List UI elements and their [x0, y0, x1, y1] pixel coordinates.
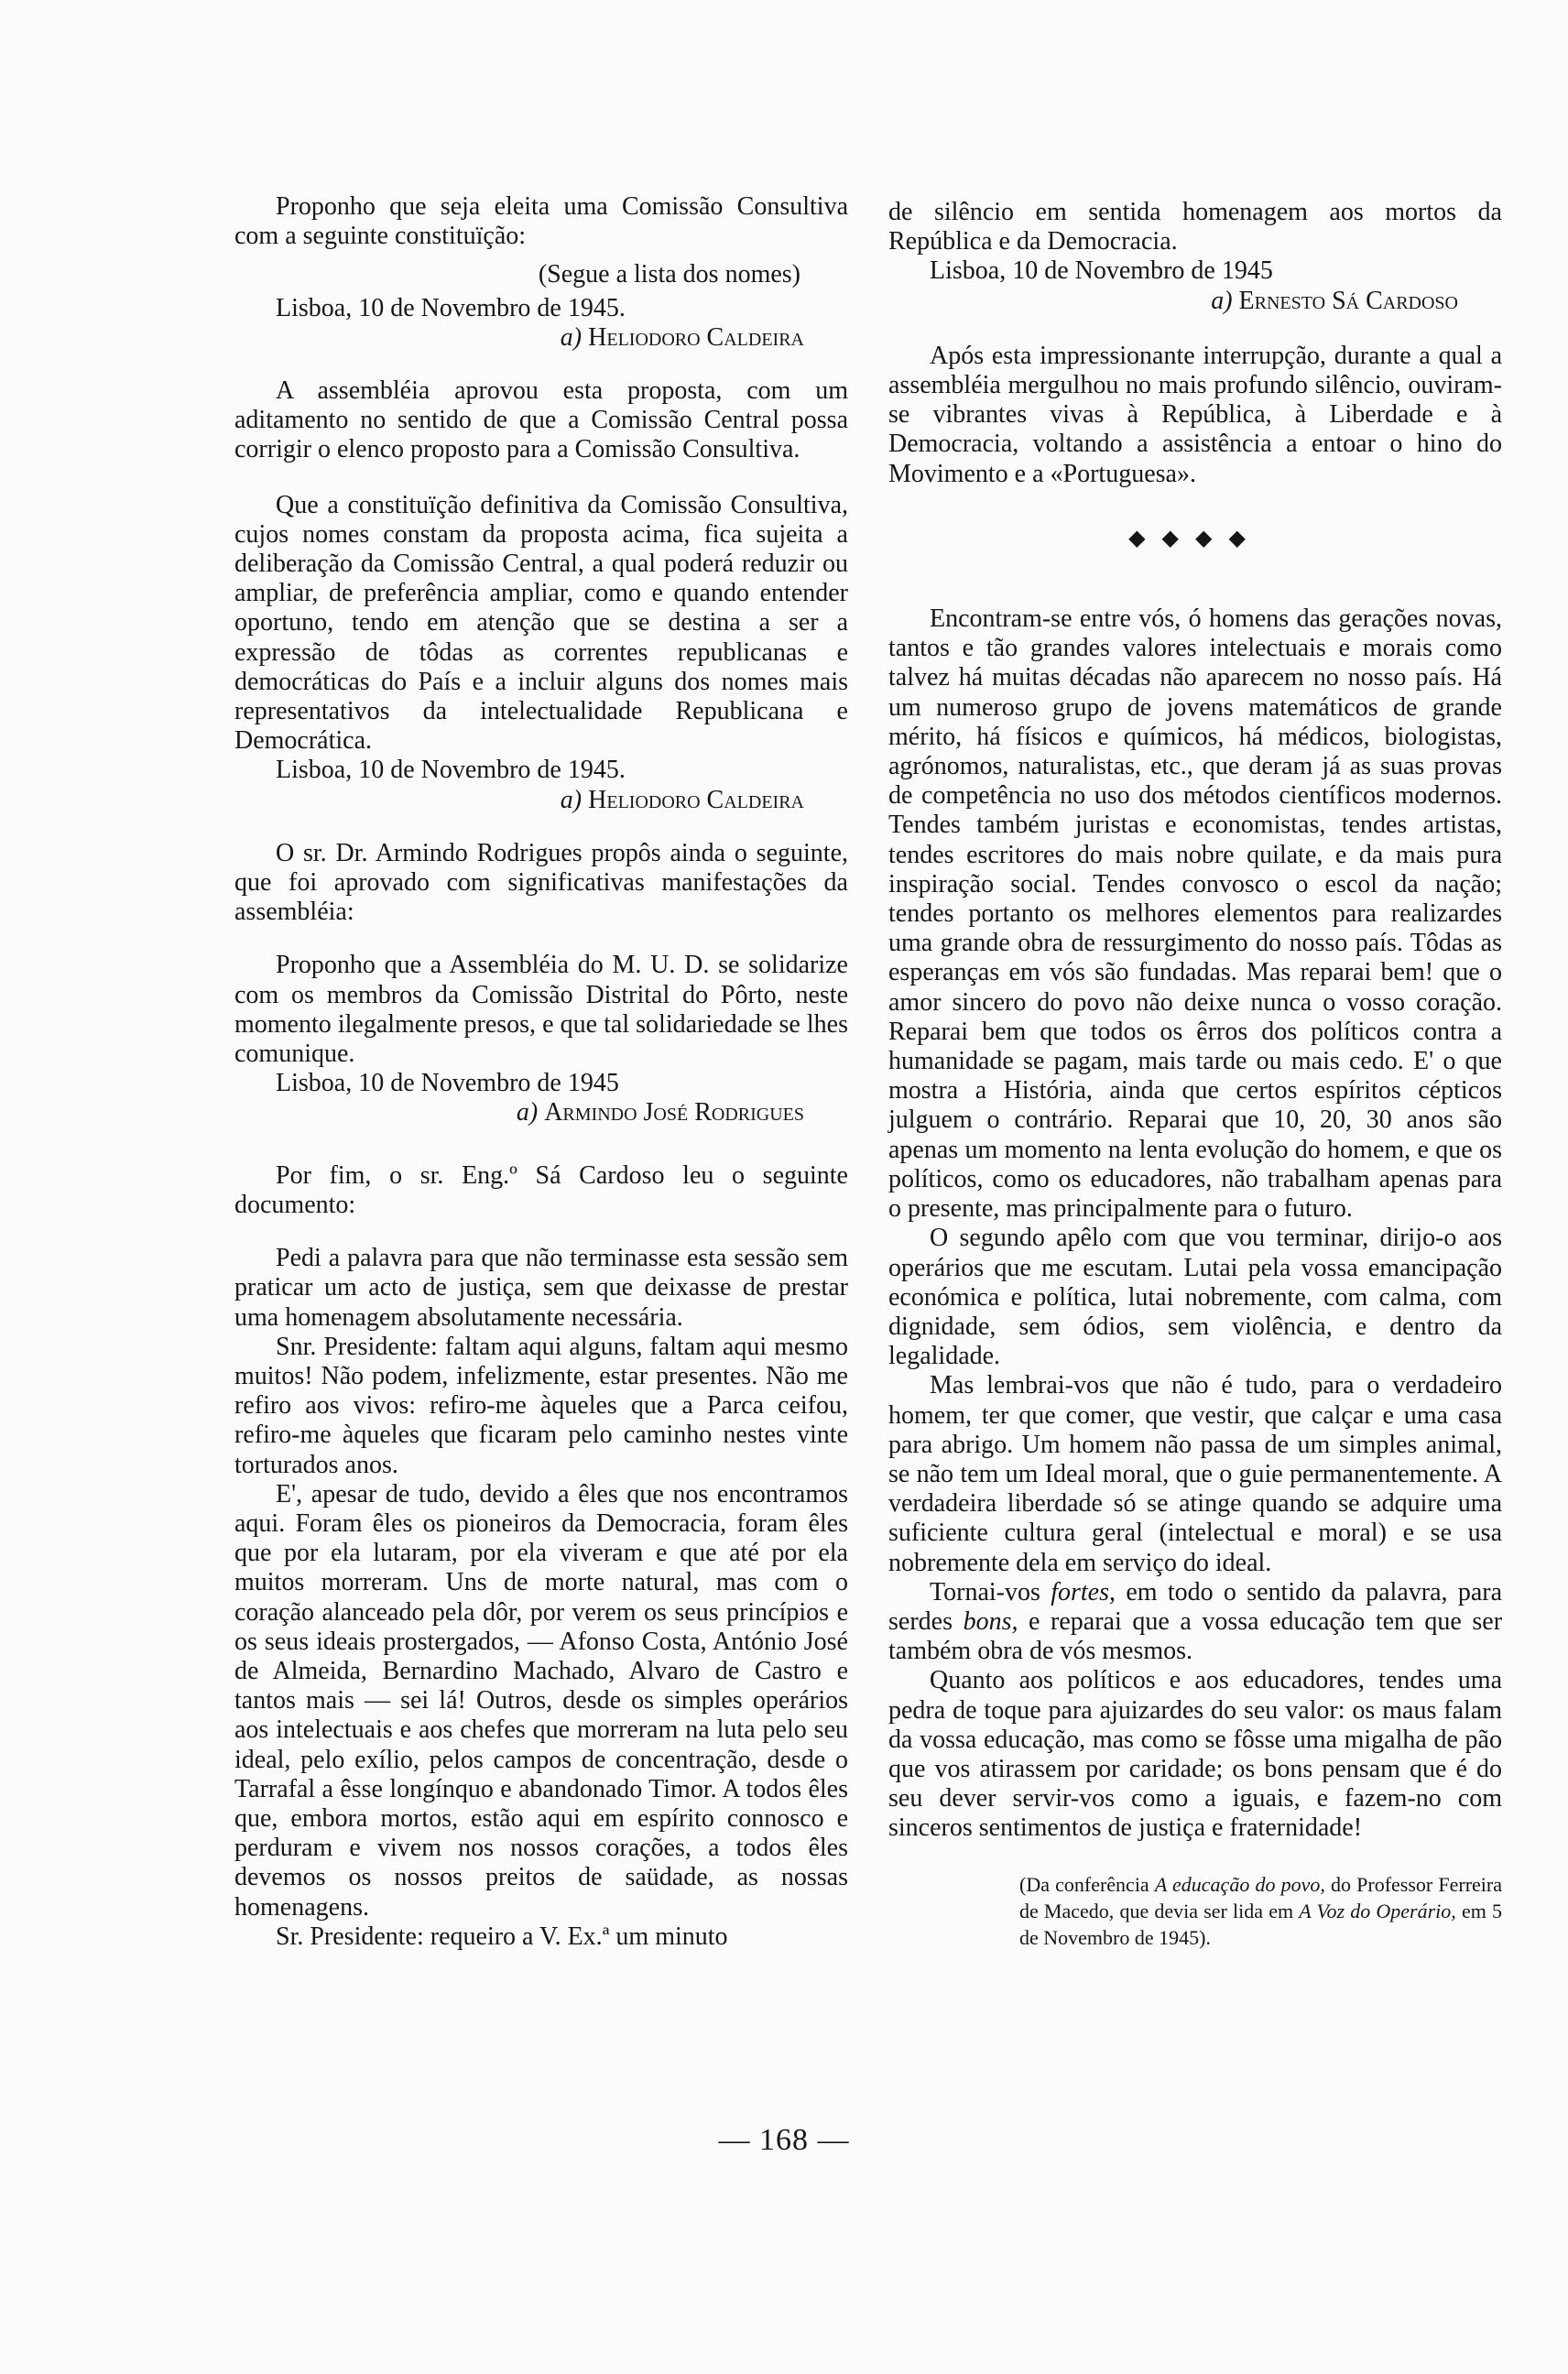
paragraph: Que a constituïção definitiva da Comissão Consultiva, cujos nomes constam da proposta acima, fica sujeita a deliberação da Comissão Central, a qual poderá reduzir ou ampliar, de preferência ampliar, como e quando entender oportuno, tendo em atenção que se destina a ser a expressão de tôdas as correntes republicanas e democráticas do País e a incluir alguns dos nomes mais representativos da intelectualidade Republicana e Democrática.: [234, 490, 848, 756]
signature: a) Armindo José Rodrigues: [516, 1098, 804, 1127]
source-note: (Da conferência A educação do povo, do Professor Ferreira de Macedo, que devia ser lida em A Voz do Operário, em 5 de Novembro de 1945).: [1019, 1872, 1502, 1949]
signature: a) Heliodoro Caldeira: [560, 322, 804, 352]
section-divider: ◆◆◆◆: [1128, 526, 1262, 550]
list-note: (Segue a lista dos nomes): [538, 260, 800, 289]
signature: a) Heliodoro Caldeira: [560, 785, 804, 814]
paragraph: O segundo apêlo com que vou terminar, dirijo-o aos operários que me escutam. Lutai pela vossa emancipação económica e política, lutai nobremente, com calma, com dignidade, sem ódios, sem violência, e dentro da legalidade.: [888, 1224, 1502, 1371]
paragraph: Tornai-vos fortes, em todo o sentido da palavra, para serdes bons, e reparai que a vossa educação tem que ser também obra de vós mesmos.: [888, 1577, 1503, 1666]
paragraph: A assembléia aprovou esta proposta, com um aditamento no sentido de que a Comissão Central possa corrigir o elenco proposto para a Comissão Consultiva.: [234, 376, 848, 464]
paragraph: Mas lembrai-vos que não é tudo, para o verdadeiro homem, ter que comer, que vestir, que calçar e uma casa para abrigo. Um homem não passa de um simples animal, se não tem um Ideal moral, que o guie permanentemente. A verdadeira liberdade só se atinge quando se adquire uma suficiente cultura geral (intelectual e moral) e se usa nobremente dela em serviço do ideal.: [888, 1371, 1502, 1577]
paragraph: Sr. Presidente: requeiro a V. Ex.ª um minuto: [276, 1922, 728, 1951]
date-line: Lisboa, 10 de Novembro de 1945.: [276, 756, 626, 785]
left-column: [234, 192, 848, 1952]
paragraph: E', apesar de tudo, devido a êles que nos encontramos aqui. Foram êles os pioneiros da Democracia, foram êles que por ela lutaram, por ela viveram e que até por ela muitos morreram. Uns de morte natural, mas com o coração alanceado pela dôr, por verem os seus princípios e os seus ideais prostergados, — Afonso Costa, António José de Almeida, Bernardino Machado, Alvaro de Castro e tantos mais — sei lá! Outros, desde os simples operários aos intelectuais e aos chefes que morreram na luta pelo seu ideal, pelo exílio, pelos campos de concentração, desde o Tarrafal a êsse longínquo e abandonado Timor. A todos êles que, embora mortos, estão aqui em espírito connosco e perduram e vivem nos nossos corações, a todos êles devemos os nossos preitos de saüdade, as nossas homenagens.: [234, 1479, 848, 1922]
date-line: Lisboa, 10 de Novembro de 1945.: [276, 293, 626, 322]
right-column: [888, 198, 1502, 1951]
paragraph: Snr. Presidente: faltam aqui alguns, faltam aqui mesmo muitos! Não podem, infelizmente, estar presentes. Não me refiro aos vivos: refiro-me àqueles que a Parca ceifou, refiro-me àqueles que ficaram pelo caminho nestes vinte torturados anos.: [234, 1332, 848, 1479]
proposal-paragraph: Proponho que a Assembléia do M. U. D. se solidarize com os membros da Comissão Distrital do Pôrto, neste momento ilegalmente presos, e que tal solidariedade se lhes comunique.: [234, 951, 848, 1069]
paragraph: de silêncio em sentida homenagem aos mortos da República e da Democracia.: [888, 198, 1502, 256]
proposal-paragraph: Proponho que seja eleita uma Comissão Consultiva com a seguinte constituïção:: [234, 192, 848, 251]
paragraph: Pedi a palavra para que não terminasse esta sessão sem praticar um acto de justiça, sem que deixasse de prestar uma homenagem absolutamente necessária.: [234, 1244, 848, 1332]
paragraph: Após esta impressionante interrupção, durante a qual a assembléia mergulhou no mais profundo silêncio, ouviram-se vibrantes vivas à República, à Liberdade e à Democracia, voltando a assistência a entoar o hino do Movimento e a «Portuguesa».: [888, 341, 1502, 488]
page-number: — 168 —: [718, 2123, 850, 2157]
paragraph: Quanto aos políticos e aos educadores, tendes uma pedra de toque para ajuizardes do seu valor: os maus falam da vossa educação, mas como se fôsse uma migalha de pão que vos atirassem por caridade; os bons pensam que é do seu dever servir-vos como a iguais, e fazem-no com sinceros sentimentos de justiça e fraternidade!: [888, 1666, 1502, 1843]
date-line: Lisboa, 10 de Novembro de 1945: [930, 256, 1273, 286]
paragraph: Por fim, o sr. Eng.º Sá Cardoso leu o seguinte documento:: [234, 1160, 848, 1219]
paragraph: Encontram-se entre vós, ó homens das gerações novas, tantos e tão grandes valores intelectuais e morais como talvez há muitas décadas não aparecem no nosso país. Há um numeroso grupo de jovens matemáticos de grande mérito, há físicos e químicos, há médicos, biologistas, agrónomos, naturalistas, etc., que deram já as suas provas de competência no uso dos métodos científicos modernos. Tendes também juristas e economistas, tendes artistas, tendes escritores do mais nobre quilate, e da mais pura inspiração social. Tendes convosco o escol da nação; tendes portanto os melhores elementos para realizardes uma grande obra de ressurgimento do nosso país. Tôdas as esperanças em vós são fundadas. Mas reparai bem! que o amor sincero do povo não deixe nunca o vosso coração. Reparai bem que todos os êrros dos políticos contra a humanidade se pagam, mais tarde ou mais cedo. E' o que mostra a História, ainda que certos espíritos cépticos julguem o contrário. Reparai que 10, 20, 30 anos são apenas um momento na lenta evolução do homem, e que os políticos, como os educadores, não trabalham apenas para o presente, mas principalmente para o futuro.: [888, 604, 1502, 1224]
signature: a) Ernesto Sá Cardoso: [1211, 286, 1458, 315]
paragraph: O sr. Dr. Armindo Rodrigues propôs ainda o seguinte, que foi aprovado com significativas manifestações da assembléia:: [234, 838, 848, 927]
date-line: Lisboa, 10 de Novembro de 1945: [276, 1069, 619, 1098]
